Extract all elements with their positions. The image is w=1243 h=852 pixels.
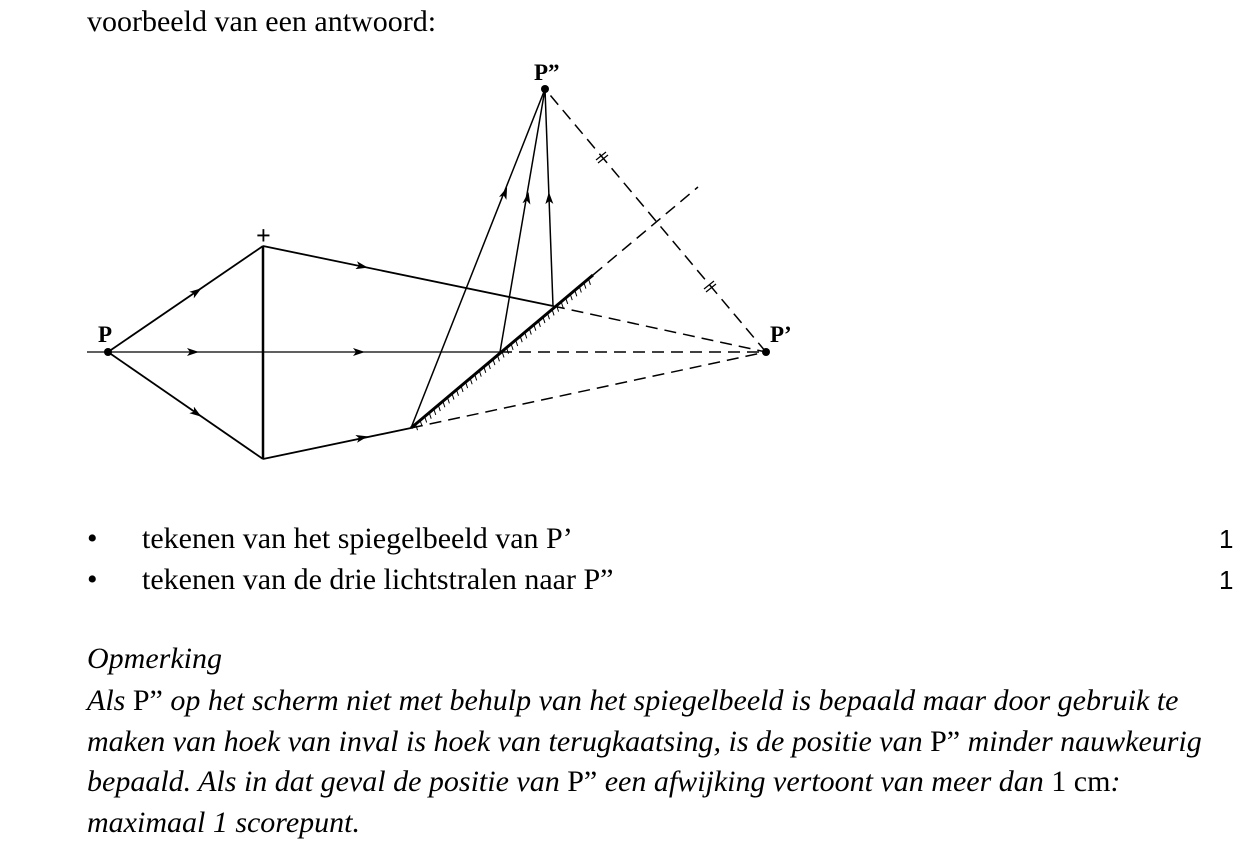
bullet: • bbox=[87, 563, 98, 596]
bullet: • bbox=[87, 522, 98, 555]
ray-lens-bottom bbox=[263, 428, 411, 459]
ray-p-top bbox=[108, 246, 263, 352]
label-p-prime: P’ bbox=[770, 322, 792, 347]
heading: voorbeeld van een antwoord: bbox=[87, 5, 437, 38]
point-p bbox=[104, 348, 112, 356]
note-text: minder nauwkeurig bepaald. Als in dat geval de positie van bbox=[87, 724, 1202, 798]
label-p-double-prime: P” bbox=[534, 60, 560, 85]
note-text: een afwijking vertoont van meer dan bbox=[597, 765, 1052, 798]
ray-p-bottom bbox=[108, 352, 263, 459]
note-symbol: P” bbox=[930, 724, 961, 758]
criterion-text: tekenen van de drie lichtstralen naar P” bbox=[142, 563, 614, 596]
point-p2 bbox=[541, 85, 549, 93]
note-symbol: P” bbox=[132, 684, 163, 717]
reflected-ray-axis bbox=[500, 89, 545, 352]
criterion-text: tekenen van het spiegelbeeld van P’ bbox=[142, 522, 573, 555]
dashed-bottom-to-p1 bbox=[411, 352, 766, 428]
note-symbol: 1 cm bbox=[1051, 765, 1111, 798]
score: 1 bbox=[1219, 524, 1234, 554]
note-text: op het scherm niet met behulp van het spiegelbeeld is bepaald maar door gebruik te maken van hoek van inval is hoek van terugkaatsing, is de positie van bbox=[87, 684, 1179, 758]
reflected-ray-bottom bbox=[411, 89, 545, 428]
label-p: P bbox=[98, 322, 113, 347]
reflected-ray-top bbox=[545, 89, 553, 306]
dashed-top-to-p1 bbox=[553, 306, 766, 352]
note-title: Opmerking bbox=[87, 642, 222, 675]
dashed-p1-to-p2 bbox=[545, 89, 766, 352]
note-symbol: P” bbox=[567, 765, 598, 798]
note-body bbox=[87, 681, 1207, 843]
mirror-hatching bbox=[416, 279, 591, 430]
mirror-extension bbox=[593, 187, 698, 275]
point-p1 bbox=[762, 348, 770, 356]
lens-plus-sign: + bbox=[256, 221, 271, 250]
score: 1 bbox=[1219, 565, 1234, 595]
note-text: Als bbox=[87, 684, 133, 717]
note-text: : maximaal 1 scorepunt. bbox=[87, 765, 1121, 839]
